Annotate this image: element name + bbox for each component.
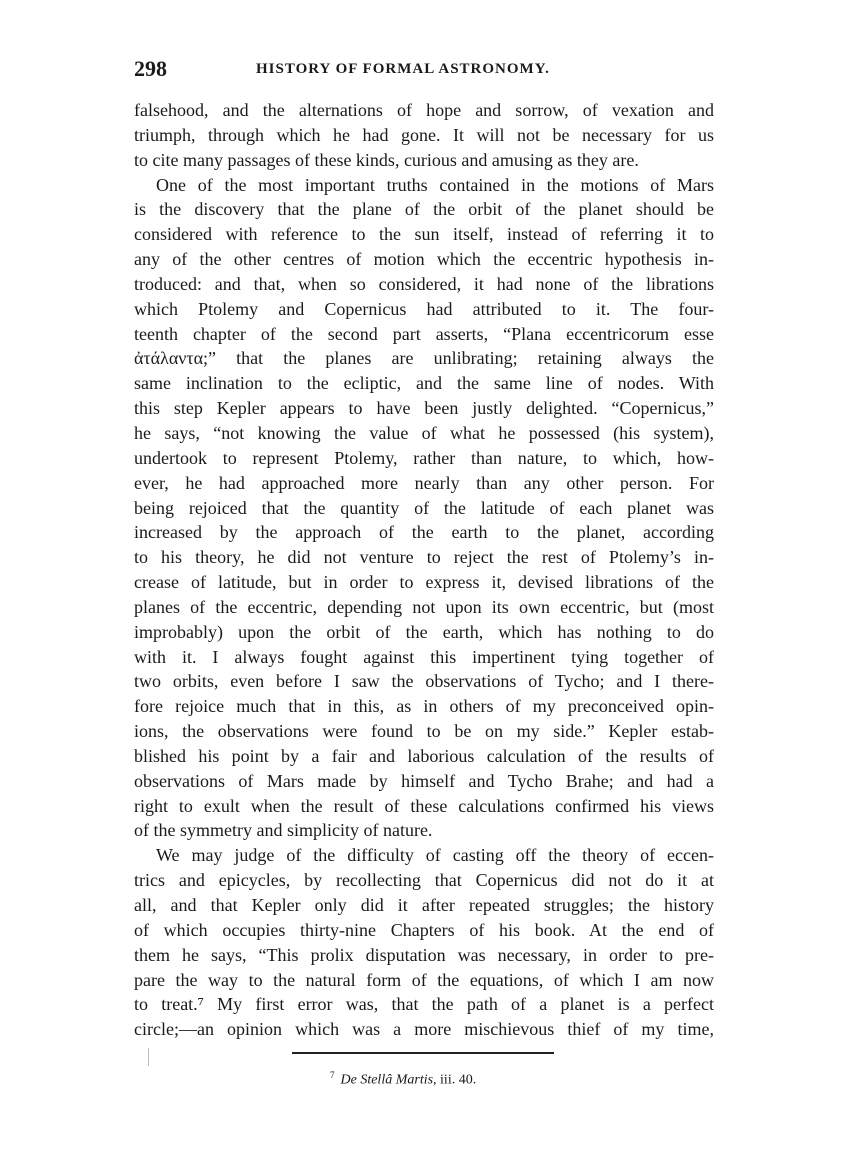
text-line: We may judge of the difficulty of casting off the theory of eccen- xyxy=(156,845,714,866)
text-line: pare the way to the natural form of the equations, of which I am now xyxy=(134,969,714,990)
footnote xyxy=(330,1070,476,1089)
body-text xyxy=(134,98,714,1042)
text-line: being rejoiced that the quantity of the latitude of each planet was xyxy=(134,497,714,518)
text-line: any of the other centres of motion which the eccentric hypothesis in- xyxy=(134,249,714,270)
footnote-ref: iii. 40. xyxy=(440,1072,477,1088)
text-line: considered with reference to the sun itself, instead of referring it to xyxy=(134,224,714,245)
text-line: this step Kepler appears to have been justly delighted. “Copernicus,” xyxy=(134,398,714,419)
text-line: which Ptolemy and Copernicus had attributed to it. The four- xyxy=(134,298,714,319)
margin-mark xyxy=(148,1048,149,1066)
text-line: right to exult when the result of these calculations confirmed his views xyxy=(134,795,714,816)
text-line: ever, he had approached more nearly than any other person. For xyxy=(134,472,714,493)
text-line: with it. I always fought against this impertinent tying together of xyxy=(134,646,714,667)
text-line: of which occupies thirty-nine Chapters of his book. At the end of xyxy=(134,919,714,940)
text-line: all, and that Kepler only did it after repeated struggles; the history xyxy=(134,895,714,915)
footnote-marker: 7 xyxy=(330,1070,335,1080)
text-line: he says, “not knowing the value of what he possessed (his system), xyxy=(134,422,714,443)
footnote-rule xyxy=(292,1052,554,1054)
text-line: them he says, “This prolix disputation was necessary, in order to pre- xyxy=(134,944,714,965)
text-line: blished his point by a fair and laborious calculation of the results of xyxy=(134,745,714,766)
page-number: 298 xyxy=(134,56,167,81)
text-line: trics and epicycles, by recollecting that Copernicus did not do it at xyxy=(134,870,714,891)
text-line: to cite many passages of these kinds, curious and amusing as they are. xyxy=(134,149,639,170)
text-line: ἀτάλαντα;” that the planes are unlibrating; retaining always the xyxy=(134,348,714,369)
text-line: fore rejoice much that in this, as in others of my preconceived opin- xyxy=(134,696,714,717)
text-line: One of the most important truths contained in the motions of Mars xyxy=(156,174,714,195)
footnote-title: De Stellâ Martis, xyxy=(340,1072,437,1088)
text-line: falsehood, and the alternations of hope and sorrow, of vexation and xyxy=(134,100,714,120)
text-line: ions, the observations were found to be on my side.” Kepler estab- xyxy=(134,721,714,742)
text-line: improbably) upon the orbit of the earth, which has nothing to do xyxy=(134,621,714,642)
text-line: to his theory, he did not venture to reject the rest of Ptolemy’s in- xyxy=(134,547,714,568)
text-line: same inclination to the ecliptic, and the same line of nodes. With xyxy=(134,373,714,394)
text-line: teenth chapter of the second part asserts, “Plana eccentricorum esse xyxy=(134,323,714,344)
text-line: triumph, through which he had gone. It will not be necessary for us xyxy=(134,124,714,145)
text-line: to treat.⁷ My first error was, that the path of a planet is a perfect xyxy=(134,994,714,1015)
text-line: two orbits, even before I saw the observations of Tycho; and I there- xyxy=(134,671,714,692)
text-line: observations of Mars made by himself and Tycho Brahe; and had a xyxy=(134,770,714,791)
book-page xyxy=(134,56,714,1040)
text-line: crease of latitude, but in order to express it, devised librations of the xyxy=(134,572,714,593)
text-line: of the symmetry and simplicity of nature. xyxy=(134,820,433,841)
text-line: undertook to represent Ptolemy, rather than nature, to which, how- xyxy=(134,447,714,468)
text-line: troduced: and that, when so considered, it had none of the librations xyxy=(134,273,714,294)
text-line: is the discovery that the plane of the orbit of the planet should be xyxy=(134,199,714,220)
text-line: circle;—an opinion which was a more mischievous thief of my time, xyxy=(134,1019,714,1040)
text-line: increased by the approach of the earth to the planet, according xyxy=(134,522,714,543)
running-title: HISTORY OF FORMAL ASTRONOMY. xyxy=(256,61,550,77)
text-line: planes of the eccentric, depending not upon its own eccentric, but (most xyxy=(134,596,714,617)
running-head xyxy=(134,56,714,86)
